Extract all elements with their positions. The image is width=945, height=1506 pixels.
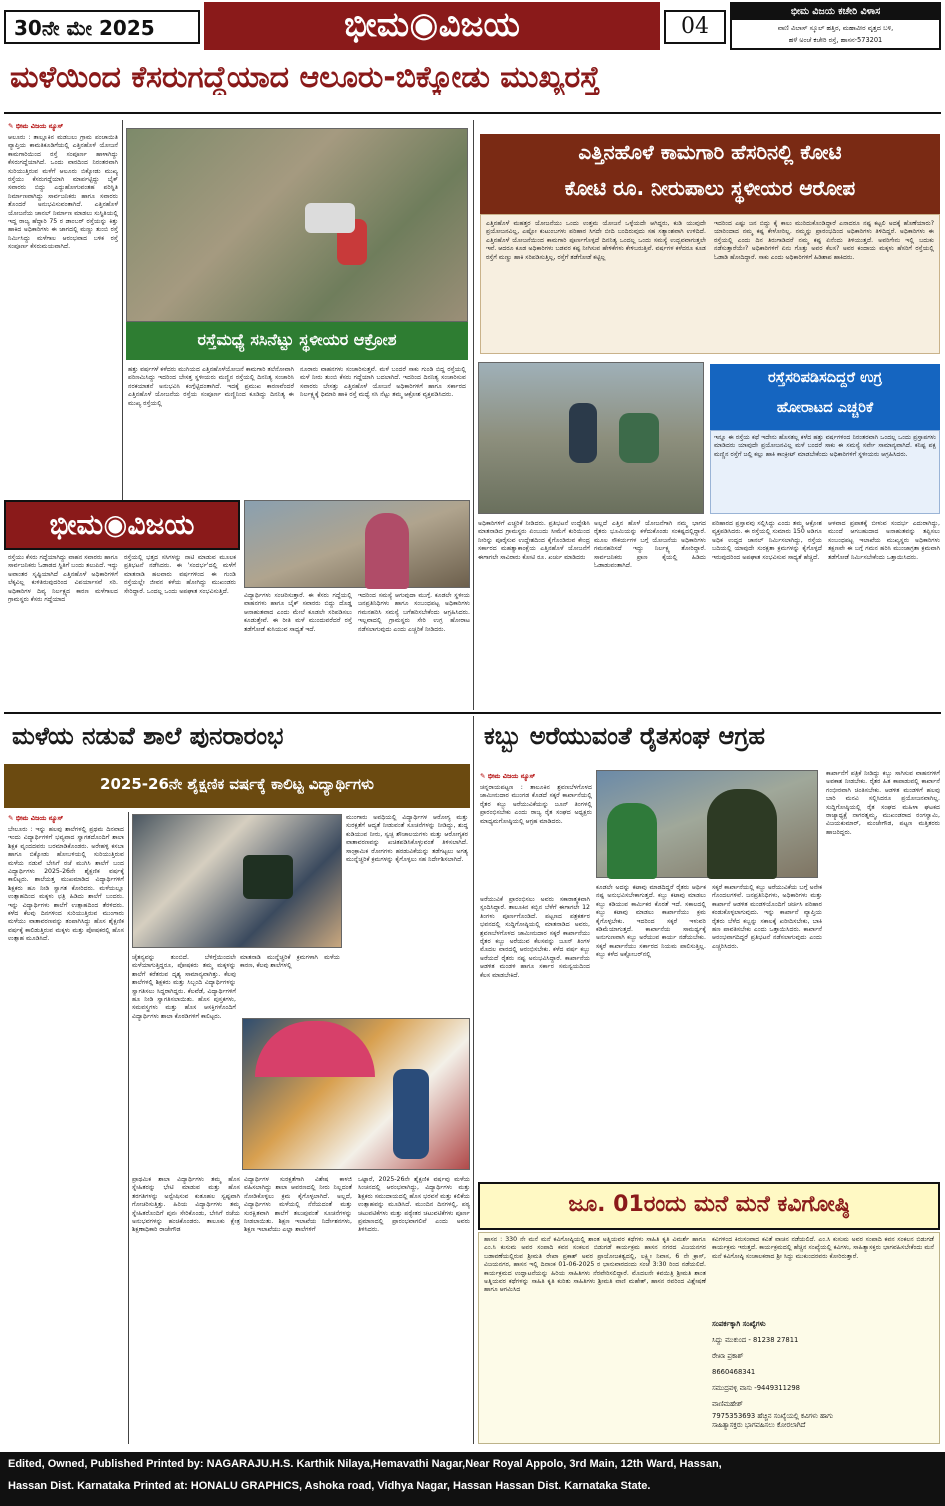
vrule-1 (122, 120, 123, 500)
story4-col2: ಮುಂಗಾರು ಅವಧಿಯಲ್ಲಿ ವಿದ್ಯಾರ್ಥಿಗಳ ಆರೋಗ್ಯ ಮತ್ತು ಸುರಕ್ಷತೆಗೆ ಆದ್ಯತೆ ನೀಡುವಂತೆ ಸೂಚನೆಗಳನ್ನು ನೀಡಿದ್ದು, ಶುದ್ಧ ಕುಡಿಯುವ ನೀರು, ಸ್ವಚ್ಛ ಶೌಚಾಲಯಗಳು ಮತ್ತು ಆರೋಗ್ಯಕರ ವಾತಾವರಣವನ್ನು ಖಚಿತಪಡಿಸಿಕೊಳ್ಳುವಂತೆ ತಿಳಿಸಲಾಗಿದೆ. ಸಾಂಕ್ರಾಮಿಕ ರೋಗಗಳು ಹರಡುವಿಕೆಯನ್ನು ತಡೆಗಟ್ಟಲು ಅಗತ್ಯ ಮುನ್ನೆಚ್ಚರಿಕೆ ಕ್ರಮಗಳನ್ನು ಕೈಗೊಳ್ಳಲು ಸಹ ನಿರ್ದೇಶಿಸಲಾಗಿದೆ. (346, 814, 468, 864)
umbrella-icon (255, 1021, 375, 1077)
main-headline: ಮಳೆಯಿಂದ ಕೆಸರುಗದ್ದೆಯಾದ ಆಲೂರು-ಬಿಕ್ಕೋಡು ಮುಖ್ಯರಸ್ತೆ (10, 60, 600, 95)
story5-col3: ಕೂಡಲೇ ಅದನ್ನು ಕಟಾವು ಮಾಡದಿದ್ದರೆ ರೈತರು ಆರ್ಥಿಕ ನಷ್ಟ ಅನುಭವಿಸಬೇಕಾಗುತ್ತದೆ. ಕಬ್ಬು ಕಟಾವು ಮಾಡಲು ಕಬ್ಬು ಕಡಿಯುವ ಕಾರ್ಮಿಕರ ಕೊರತೆ ಇದೆ. ಸಕಾಲದಲ್ಲಿ ಕಬ್ಬು ಕಟಾವು ಮಾಡಲು ಕಾರ್ಖಾನೆಯು ಕ್ರಮ ಕೈಗೊಳ್ಳಬೇಕು. ಇದರಿಂದ ಸಕ್ಕರೆ ಇಳುವರಿ ಕಡಿಮೆಯಾಗುತ್ತದೆ. ಕಾರ್ಖಾನೆಯ ಸಾಮರ್ಥ್ಯಕ್ಕೆ ಅನುಗುಣವಾಗಿ ಕಬ್ಬು ಅರೆಯುವ ಕಾರ್ಯ ನಡೆಯಬೇಕು. ಸಕ್ಕರೆ ಕಾರ್ಖಾನೆಯು ಸರ್ಕಾರದ ನಿಯಮ ಪಾಲಿಸುತ್ತಿಲ್ಲ. ಕಬ್ಬು ಕಳೆದ ಅಕ್ಟೋಬರ್‌ನಲ್ಲಿ (596, 884, 706, 959)
story1-cont-col2: ರಸ್ತೆಯಲ್ಲಿ ಭತ್ತದ ಸಸಿಗಳನ್ನು ನಾಟಿ ಮಾಡುವ ಮೂಲಕ ಪ್ರತಿಭಟನೆ ನಡೆಸಿದರು. ಈ 'ಸಂದರ್ಭ'ದಲ್ಲಿ ಮಳೆಗೆ ಮಾತನಾಡಿ ಹಲವಾರು ವರ್ಷಗಳಿಂದ ಈ ಗುಂಡಿ ರಸ್ತೆಯಲ್ಲೇ ಜೀವನ ಕಳೆಯ ಹೋಗಿದ್ದು ಮುಖಂಡರು ಸೇರಿದ್ದಾರೆ. ಒಂದಲ್ಲ ಒಂದು ಅಪಘಾತ ಸಂಭವಿಸುತ್ತಿದೆ. (124, 554, 236, 595)
muddy-road-photo (126, 128, 468, 322)
contact-line: ಸಿದ್ದು ಮುಕುಂದ - 81238 27811 (712, 1336, 799, 1344)
story1-col1: ಆಲೂರು : ತಾಲ್ಲೂಕಿನ ಮಡಬಲು ಗ್ರಾಮ ಪಂಚಾಯಿತಿ ವ್ಯಾಪ್ತಿಯ ಕಾಮತಿಕೂಡಿಗೆಯಲ್ಲಿ ಎತ್ತಿನಹೊಳೆ ಯೋಜನೆ ಕಾಮಗಾರಿಯಿಂದ ರಸ್ತೆ ಸಂಪೂರ್ಣ ಹಾಳಾಗಿದ್ದು ಕೆಸರುಗದ್ದೆಯಾಗಿದೆ. ಒಂದು ವಾರದಿಂದ ನಿರಂತರವಾಗಿ ಸುರಿಯುತ್ತಿರುವ ಮಳೆಗೆ ಆಲೂರು ಬಿಕ್ಕೋಡು ಮುಖ್ಯ ರಸ್ತೆಯು ಕೆಸರುಗದ್ದೆಯಾಗಿ ಮಾರ್ಪಟ್ಟಿದ್ದು ಬೈಕ್ ಸವಾರರು ಬಿದ್ದು ಎದ್ದುಹೋಗುವಂತಹ ಪರಿಸ್ಥಿತಿ ನಿರ್ಮಾಣವಾಗಿದ್ದು ಸಾರ್ವಜನಿಕರು ಹಾಗೂ ಸವಾರರು ತೊಂದರೆ ಅನುಭವಿಸುವಂತಾಗಿದೆ. ಎತ್ತಿನಹೊಳೆ ಯೋಜನೆಯ ಚಾನಲ್ ನಿರ್ಮಾಣ ಮಾಡಲು ಸುಸ್ಥಿತಿಯಲ್ಲಿ ಇದ್ದ ರಾಜ್ಯ ಹೆದ್ದಾರಿ 75 ರ ಡಾಂಬರ್ ರಸ್ತೆಯನ್ನು ಕಿತ್ತು ಹಾಕಿದ ಅಧಿಕಾರಿಗಳು ಈ ಜಾಗದಲ್ಲಿ ಮಣ್ಣು ತುಂಬಿ ರಸ್ತೆ ನಿರ್ಮಿಸಿದ್ದು ಮಳೆಗಾಲ ಆರಂಭವಾದ ಬಳಿಕ ರಸ್ತೆ ಸಂಪೂರ್ಣ ಕೆಸರುಮಯವಾಗಿದೆ. (8, 134, 118, 251)
header (0, 0, 945, 50)
story4-col3: ಚೈತನ್ಯವನ್ನು ತುಂಬಿದೆ. ಬೆಳಿಗ್ಗೆಯಿಂದಲೇ ಮಳೆಯಾಗುತ್ತಿದ್ದರೂ, ಪೋಷಕರು ತಮ್ಮ ಮಕ್ಕಳನ್ನು ಶಾಲೆಗೆ ಕರೆತರುವ ದೃಶ್ಯ ಸಾಮಾನ್ಯವಾಗಿತ್ತು. ಕೆಲವು ಶಾಲೆಗಳಲ್ಲಿ ಶಿಕ್ಷಕರು ಮತ್ತು ಸಿಬ್ಬಂದಿ ವಿದ್ಯಾರ್ಥಿಗಳನ್ನು ಸ್ವಾಗತಿಸಲು ಸಿದ್ಧರಾಗಿದ್ದರು. ಕೆಲವೆಡೆ, ವಿದ್ಯಾರ್ಥಿಗಳಿಗೆ ಹೂ ನೀಡಿ ಸ್ವಾಗತಿಸಲಾಯಿತು. ಹೊಸ ಪುಸ್ತಕಗಳು, ಸಮವಸ್ತ್ರಗಳು ಮತ್ತು ಹೊಸ ಆಸಕ್ತಿಗಳೊಂದಿಗೆ ವಿದ್ಯಾರ್ಥಿಗಳು ಶಾಲಾ ಕೊಠಡಿಗಳಿಗೆ ಕಾಲಿಟ್ಟರು. (132, 954, 236, 1020)
footer (0, 1452, 945, 1506)
masthead (204, 2, 660, 50)
woman-figure-icon (365, 513, 409, 589)
story4-headline: ಮಳೆಯ ನಡುವೆ ಶಾಲೆ ಪುನರಾರಂಭ (12, 722, 284, 750)
story6-headline-box (478, 1182, 940, 1230)
story5-col2: ಅರೆಯುವಿಕೆ ಪ್ರಾರಂಭಿಸಲು ಅವರು ಸಕಾರಾತ್ಮಕವಾಗಿ ಸ್ಪಂದಿಸಿದ್ದಾರೆ. ತಾಲೂಕಿನ ಕಬ್ಬಿನ ಬೆಳೆಗೆ ಈಗಾಗಲೇ 12 ತಿಂಗಳು ಪೂರ್ಣಗೊಂಡಿದೆ. ಪಟ್ಟಣದ ಪತ್ರಕರ್ತರ ಭವನದಲ್ಲಿ ಸುದ್ದಿಗೋಷ್ಠಿಯಲ್ಲಿ ಮಾತನಾಡಿದ ಅವರು, ಶ್ರವಣಬೆಳಗೊಳದ ಜಾಮೀನುದಾರ ಸಕ್ಕರೆ ಕಾರ್ಖಾನೆಯು ರೈತರ ಕಬ್ಬು ಅರೆಯುವ ಕೆಲಸವನ್ನು ಜೂನ್ ತಿಂಗಳ ಮೊದಲ ವಾರದಲ್ಲಿ ಆರಂಭಿಸಬೇಕು. ಕಳೆದ ವರ್ಷ ಕಬ್ಬು ಅರೆಯದೆ ರೈತರು ನಷ್ಟ ಅನುಭವಿಸಿದ್ದಾರೆ. ಕಾರ್ಖಾನೆಯ ಆಡಳಿತ ಮಂಡಳಿ ಹಾಗೂ ಸರ್ಕಾರ ಸಮನ್ವಯದಿಂದ ಕೆಲಸ ಮಾಡಬೇಕಿದೆ. (480, 896, 590, 979)
story3-headline-l1: ರಸ್ತೆಸರಿಪಡಿಸದಿದ್ದರೆ ಉಗ್ರ (768, 370, 882, 386)
footer-line-2: Hassan Dist. Karnataka Printed at: HONALU GRAPHICS, Ashoka road, Vidhya Nagar, Hassan Hassan Dist. Karnataka State. (8, 1480, 651, 1492)
vrule-2 (473, 120, 474, 710)
masthead2-box (4, 500, 240, 550)
main-headline-bar (4, 52, 941, 114)
story4-col5: ಪ್ರಾಥಮಿಕ ಶಾಲಾ ವಿದ್ಯಾರ್ಥಿಗಳು ತಮ್ಮ ಹೊಸ ಸ್ನೇಹಿತರನ್ನು ಭೇಟಿ ಮಾಡುವ ಮತ್ತು ಹೊಸ ತರಗತಿಗಳನ್ನು ಅನ್ವೇಷಿಸುವ ಕುತೂಹಲ ಸ್ವಷ್ಟವಾಗಿ ಗೋಚರಿಸುತ್ತಿತ್ತು. ಹಿರಿಯ ವಿದ್ಯಾರ್ಥಿಗಳು ತಮ್ಮ ಸ್ನೇಹಿತರೊಂದಿಗೆ ಪುನಃ ಸೇರಿಕೊಂಡು, ಬೇಸಿಗೆ ರಜೆಯ ಅನುಭವಗಳನ್ನು ಹಂಚಿಕೊಂಡರು. ತಾಲೂಕು ಕ್ಷೇತ್ರ ಶಿಕ್ಷಣಾಧಿಕಾರಿ ರಾಜೇಗೌಡ (132, 1176, 240, 1234)
auto-rickshaw-icon (243, 855, 293, 899)
story1-cont-col5: ಅಧಿಕಾರಿಗಳಿಗೆ ಎಚ್ಚರಿಕೆ ನೀಡಿದರು. ಪ್ರತಿಭಟನೆ ಉದ್ದೇಶಿಸಿ ಮಾತನಾಡಿದ ಗ್ರಾಮಸ್ಥರು ಏಂಬುದು ಸೀಮೆಗೆ ಕುರಿಯಿಂದ ನೀರಿನ್ನು ಪೂರೈಸುವ ಉದ್ದೇಶದಿಂದ ಕೈಗೊಂಡಿರುವ ಕೇಂದ್ರ ಸರ್ಕಾರದ ಮಹತ್ವಾಕಾಂಕ್ಷೆಯ ಎತ್ತಿನಹೊಳೆ ಯೋಜನೆಗೆ ಈಗಾಗಲೇ ಸಾವಿರಾರು ಕೋಟಿ ರೂ. ಖರ್ಚು ಮಾಡಿದರು (478, 520, 590, 561)
person-figure-icon-2 (619, 413, 659, 463)
section-divider (4, 712, 941, 714)
vrule-4 (473, 716, 474, 1444)
address-line-1: ವಾಣಿ ವಿಲಾಸ್ ಸ್ಕೂಲ್ ಹತ್ತಿರ, ಮಹಾವೀರ ವೃತ್ತದ ಬಳಿ, (777, 24, 894, 32)
story6-contacts (712, 1332, 934, 1430)
story1-photo-caption-band (126, 322, 468, 360)
story5-col5: ಕಾರ್ಖಾನೆಗೆ ಪತ್ರಿಕೆ ನೀಡಿದ್ದು ಕಬ್ಬು ಸಾಗಿಸುವ ವಾಹನಗಳಿಗೆ ಅವಕಾಶ ನೀಡಬೇಕು. ರೈತರ ಹಿತ ಕಾಪಾಡುವಲ್ಲಿ ಕಾರ್ಖಾನೆ ಗಂಭೀರವಾಗಿ ಚಿಂತಿಸಬೇಕು. ಆಡಳಿತ ಮಂಡಳಿಗೆ ಹಲವು ಬಾರಿ ಮನವಿ ಸಲ್ಲಿಸಿದರೂ ಪ್ರಯೋಜನವಾಗಿಲ್ಲ. ಸುದ್ದಿಗೋಷ್ಠಿಯಲ್ಲಿ ರೈತ ಸಂಘದ ಮಹಿಳಾ ಘಟಕದ ರಾಜ್ಯಾಧ್ಯಕ್ಷೆ ನಾಗರತ್ನಮ್ಮ, ಮುಖಂಡರಾದ ರಂಗಸ್ವಾಮಿ, ವಿಜಯಕುಮಾರ್, ಮಂಜೇಗೌಡ, ಪಟ್ಟಣ ಮತ್ತಿತರರು ಹಾಜರಿದ್ದರು. (826, 770, 940, 836)
story4-col6: ವಿದ್ಯಾರ್ಥಿಗಳ ಸುರಕ್ಷತೆಗಾಗಿ ವಿಶೇಷ ಕಾಳಜಿ ವಹಿಸಲಾಗಿದ್ದು ಶಾಲಾ ಆವರಣದಲ್ಲಿ ನೀರು ನಿಲ್ಲದಂತೆ ನೋಡಿಕೊಳ್ಳಲು ಕ್ರಮ ಕೈಗೊಳ್ಳಲಾಗಿದೆ. ಅಲ್ಲದೆ, ವಿದ್ಯಾರ್ಥಿಗಳು ಮಳೆಯಲ್ಲಿ ನೆನೆಯದಂತೆ ಮತ್ತು ಸುರಕ್ಷಿತವಾಗಿ ಶಾಲೆಗೆ ತಲುಪುವಂತೆ ಸೂಚನೆಗಳನ್ನು ನೀಡಲಾಯಿತು. ಶಿಕ್ಷಣ ಇಲಾಖೆಯ ನಿರ್ದೇಶನಗಳು, ಶಿಕ್ಷಣ ಇಲಾಖೆಯು ಎಲ್ಲಾ ಶಾಲೆಗಳಿಗೆ (244, 1176, 352, 1234)
child-figure-icon (393, 1069, 429, 1159)
masthead-title: ಭೀಮ◉ವಿಜಯ (344, 5, 520, 45)
story6-col2: ಕವಿಗಳಿಂದ ಕಿರುಸಂವಾದ ಕವಿತೆ ವಾಚನ ನಡೆಯಲಿದೆ. ಎಂ.ಸಿ ಕುಸುಮ ಅವರ ಸಂಪಾದಿ ಕವನ ಸಂಕಲನ ಬಿಡುಗಡೆ ಕಾರ್ಯಕ್ರಮ ಇರುತ್ತದೆ. ಕಾರ್ಯಕ್ರಮದಲ್ಲಿ ಹೆಚ್ಚಿನ ಸಂಖ್ಯೆಯಲ್ಲಿ ಕವಿಗಳು, ಸಾಹಿತ್ಯಾಸಕ್ತರು ಭಾಗವಹಿಸಬೇಕೆಂದು ಮನೆ ಮನೆ ಕವಿಗೋಷ್ಠಿ ಸಂಚಾಲಕರಾದ ಶ್ರೀ ಸಿದ್ದು ಮುಕುಂದರವರು ಕೋರಿರುತ್ತಾರೆ. (712, 1236, 934, 1260)
story2-col2: ಇದರಿಂದ ಎಷ್ಟು ಜನ ಬಿದ್ದು ಕೈ ಕಾಲು ಮುರಿದುಕೊಂಡಿದ್ದಾರೆ ಎನಾದರೂ ನಷ್ಟ ಕಟ್ಟಲಿ ಅದಕ್ಕೆ ಹೊಣೆಯಾರು? ಯಾರಿಂದಾದ ನಮ್ಮ ಕಷ್ಟ ಕೇಳೋರಿಲ್ಲ. ನಮ್ಮನ್ನು ಪ್ರಾರಂಭದಿಂದ ಅಧಿಕಾರಿಗಳು ತಿಳಿದಿದ್ದರೆ. ಅಧಿಕಾರಿಗಳು ಈ ರಸ್ತೆಯಲ್ಲಿ ಎಂದು ದಿನ ತಿರುಗಾಡಿದರೆ ನಮ್ಮ ಕಷ್ಟ ಏನೆಂದು ತಿಳಿಯುತ್ತದೆ. ಅವರಿಗೇನು ಇಲ್ಲಿ ಬದುಕು ನಡೆಸುತ್ತಾರೆಯೇ? ಅಧಿಕಾರಿಗಳಿಗೆ ಏನು ಗೊತ್ತು ಅವರ ಕೆಲಸ? ಅವರ ಕಂದಾಯ ಮಕ್ಕಳು ಹೆಸರಿಗೆ ರಸ್ತೆಯಲ್ಲಿ ಓಡಾಡಿ ಹೋದಿದ್ದಾರೆ. ಸಾಕು ಎಂದು ಅಧಿಕಾರಿಗಳಿಗೆ ಹಿಡಿಶಾಪ ಹಾಕಿದರು. (714, 220, 934, 261)
woman-speaking-photo (244, 500, 470, 588)
address-line-2: ಹಳೆ ಅಂಚೆ ಕಚೇರಿ ರಸ್ತೆ, ಹಾಸನ-573201 (788, 36, 883, 44)
story2-headline-box (480, 134, 940, 214)
story1-cont-col4: ಇದರಿಂದ ಸಮಸ್ಯೆ ಆಗುವುದಾ ಮುಗ್ಗೆ. ಕೂಡಲೇ ಸ್ಥಳೀಯ ಜನಪ್ರತಿನಿಧಿಗಳು ಹಾಗೂ ಸಂಬಂಧಪಟ್ಟ ಅಧಿಕಾರಿಗಳು ಗಮನಹರಿಸಿ ಸಮಸ್ಯೆ ಬಗೆಹರಿಸಬೇಕೆಂದು ಆಗ್ರಹಿಸಿದರು. ಇಲ್ಲವಾದಲ್ಲಿ ಗ್ರಾಮಸ್ಥರು ಸೇರಿ ಉಗ್ರ ಹೋರಾಟ ನಡೆಸಲಾಗುವುದು ಎಂದು ಎಚ್ಚರಿಕೆ ನೀಡಿದರು. (358, 592, 470, 633)
story2-headline-l1: ಎತ್ತಿನಹೊಳೆ ಕಾಮಗಾರಿ ಹೆಸರಿನಲ್ಲಿ ಕೋಟಿ (578, 140, 842, 164)
contact-line: ಸಮುದ್ರವಳ್ಳಿ ವಾಸು -9449311298 (712, 1384, 800, 1392)
contact-line: ವಾಣಿಮಹೇಶ್ (712, 1400, 743, 1408)
contact-line: 8660468341 (712, 1368, 756, 1376)
story5-byline: ✎ ಭೀಮ ವಿಜಯ ನ್ಯೂಸ್ (480, 772, 536, 780)
story4-headline-bar (4, 716, 470, 760)
story4-col4: ಮಾತನಾಡಿ ಮುನ್ನೆಚ್ಚರಿಕೆ ಕ್ರಮಗಳಾಗಿ ಮಳೆಯ ಕಾರಣ, ಕೆಲವು ಶಾಲೆಗಳಲ್ಲಿ (240, 954, 340, 970)
story1-cont-col7: ಪರಿಹಾರದ ಪ್ರಸ್ತಾವವು ಸಲ್ಲಿಸಿದ್ದು ಎಂದು ತಮ್ಮ ಆಕ್ರೋಶ ವ್ಯಕ್ತಪಡಿಸಿದರು. ಈ ರಸ್ತೆಯಲ್ಲಿ ಸುಮಾರು 150 ಅಡಿಗೂ ಅಧಿಕ ಉದ್ದದ ಚಾನಲ್ ನಿರ್ಮಿಸಲಾಗಿದ್ದು, ರಸ್ತೆಯ ಬದಿಯಲ್ಲಿ ಯಾವುದೇ ಸುರಕ್ಷತಾ ಕ್ರಮಗಳನ್ನು ಕೈಗೊಳ್ಳದೆ ಇರುವುದರಿಂದ ಅಪಘಾತ ಸಂಭವಿಸುವ ಸಾಧ್ಯತೆ ಹೆಚ್ಚಿದೆ. (712, 520, 822, 561)
story6-contact-title: ಸಂಪರ್ಕಕ್ಕಾಗಿ ಸಂಖ್ಯೆಗಳು (712, 1320, 766, 1328)
story1-byline: ✎ ಭೀಮ ವಿಜಯ ನ್ಯೂಸ್ (8, 122, 64, 130)
story3-headline-l2: ಹೋರಾಟದ ಎಚ್ಚರಿಕೆ (776, 400, 874, 416)
story5-col4: ಸಕ್ಕರೆ ಕಾರ್ಖಾನೆಯಲ್ಲಿ ಕಬ್ಬು ಅರೆಯುವಿಕೆಯ ಬಗ್ಗೆ ಅನೇಕ ಗೊಂದಲಗಳಿವೆ. ಜನಪ್ರತಿನಿಧಿಗಳು, ಅಧಿಕಾರಿಗಳು ಮತ್ತು ಕಾರ್ಖಾನೆ ಆಡಳಿತ ಮಂಡಳಿಯೊಂದಿಗೆ ಚರ್ಚಿಸಿ ಪರಿಹಾರ ಕಂಡುಕೊಳ್ಳಲಾಗುವುದು. ಇನ್ನು ಕಾರ್ಖಾನೆ ವ್ಯಾಪ್ತಿಯ ರೈತರು ಬೆಳೆದ ಕಬ್ಬನ್ನು ಸಕಾಲಕ್ಕೆ ಖರೀದಿಸಬೇಕು, ಬಾಕಿ ಹಣ ಪಾವತಿಸಬೇಕು ಎಂದು ಒತ್ತಾಯಿಸಿದರು. ಕಾರ್ಖಾನೆ ಆರಂಭವಾಗದಿದ್ದರೆ ಪ್ರತಿಭಟನೆ ನಡೆಸಲಾಗುವುದು ಎಂದು ಎಚ್ಚರಿಸಿದರು. (712, 884, 822, 950)
story1-col3: ನೂರಾರು ವಾಹನಗಳು ಸಂಚಾರಿಸುತ್ತವೆ. ಮಳೆ ಬಂದರೆ ಸಾಕು ಗುಂಡಿ ಬಿದ್ದ ರಸ್ತೆಯಲ್ಲಿ ಮಳೆ ನೀರು ತುಂಬಿ ಕೆಸರು ಗದ್ದೆಯಾಗಿ ಬದಲಾಗಿದೆ. ಇದರಿಂದ ದಿನನಿತ್ಯ ಸಂಚಾರಿಸುವ ಸವಾರರು ಬೇಸತ್ತು ಎತ್ತಿನಹೊಳೆ ಯೋಜನೆ ಅಧಿಕಾರಿಗಳಿಗೆ ಹಾಗೂ ಸರ್ಕಾರದ ನಿರ್ಲಕ್ಷ್ಯಕ್ಕೆ ಧಿಮಾರಿ ಹಾಕಿ ರಸ್ತೆ ಮಧ್ಯೆ ಸಸಿ ನೆಟ್ಟು ತಮ್ಮ ಆಕ್ರೋಶ ವ್ಯಕ್ತಪಡಿಸಿದರು. (300, 366, 466, 399)
car-icon (305, 203, 355, 233)
person-figure-icon (569, 403, 597, 463)
story1-cont-col8: ಆಳವಾದ ಪ್ರಪಾತಕ್ಕೆ ಬೀಳುವ ಸಂದರ್ಭ ಎದುರಾಗಿದ್ದು, ಮುಂದೆ ಆಗಬಹುದಾದ ಅನಾಹುತವನ್ನು ತಪ್ಪಿಸಲು ಸಂಬಂಧಪಟ್ಟ ಇಲಾಖೆಯ ಮುಖ್ಯಸ್ಥರು ಅಧಿಕಾರಿಗಳು ತಕ್ಷಣವೇ ಈ ಬಗ್ಗೆ ಗಮನ ಹರಿಸಿ ಮುಂಜಾಗ್ರತಾ ಕ್ರಮವಾಗಿ ತಡೆಗೋಡೆ ನಿರ್ಮಿಸಬೇಕೆಂದು ಒತ್ತಾಯಿಸಿದರು. (828, 520, 940, 561)
speaker-figure-icon (707, 789, 777, 879)
masthead2-title: ಭೀಮ◉ವಿಜಯ (49, 508, 195, 541)
contact-line: ಸಾಹಿತ್ಯಾಸಕ್ತರು ಭಾಗವಹಿಸಲು ಕೋರಲಾಗಿದೆ (712, 1421, 806, 1429)
story1-col2: ಹತ್ತು ವರ್ಷಗಳೆ ಕಳೆದರು ಮುಗಿಯದ ಎತ್ತಿನಹೊಳೆಯೋಜನೆ ಕಾಮಗಾರಿ ತಲೆನೋವಾಗಿ ಪರಿಣಮಿಸಿದ್ದು ಇದರಿಂದ ಬೇಸತ್ತ ಸ್ಥಳೀಯರು ಮಣ್ಣಿನ ರಸ್ತೆಯಲ್ಲಿ ದಿನನಿತ್ಯ ಸಂಚಾರಿಸಿ ನರಕಯಾತನೆ ಅನುಭವಿಸಿ ಕಂಗ್ಗೆಟ್ಟಿದಂತಾಗಿದೆ. ಇದಕ್ಕೆ ಪ್ರಮುಖ ಕಾರಣವೆಂದರೆ ಎತ್ತಿನಹೊಳೆ ಯೋಜನೆಯ ರಸ್ತೆಯ ಸಂಪೂರ್ಣ ಮಣ್ಣಿನಿಂದ ಕೂಡಿದ್ದು ದಿನನಿತ್ಯ ಈ ಮುಖ್ಯ ರಸ್ತೆಯಲ್ಲಿ (128, 366, 294, 407)
story1-photo-caption: ರಸ್ತೆಮಧ್ಯೆ ಸಸಿನೆಟ್ಟು ಸ್ಥಳೀಯರ ಆಕ್ರೋಶ (197, 330, 397, 349)
story1-cont-col3: ವಿದ್ಯಾರ್ಥಿಗಳು ಸಂಚರಿಸುತ್ತಾರೆ. ಈ ಕೆಸರು ಗದ್ದೆಯಲ್ಲಿ ವಾಹನಗಳು ಹಾಗೂ ಬೈಕ್ ಸವಾರರು ಬಿದ್ದು ದೊಡ್ಡ ಆನಾಹುತವಾದ ಎಂದು ಮೇಲೆ ಕೂಡಲೇ ಸರಿಪಡಿಸಲು ಕೂಡುತ್ತೇವೆ. ಈ ರೀತಿ ಮಳೆ ಮುಂದುವರೆದರೆ ರಸ್ತೆ ತಡೆಗೋಡೆ ಕುಸಿಯುವ ಸಾಧ್ಯತೆ ಇದೆ. (244, 592, 352, 633)
footer-line-1: Edited, Owned, Published Printed by: NAGARAJU.H.S. Karthik Nilaya,Hemavathi Nagar,Near Royal Appolo, 3rd Main, 12th Ward, Hassan, (8, 1458, 722, 1470)
story4-subhead: 2025-26ನೇ ಶೈಕ್ಷಣಿಕ ವರ್ಷಕ್ಕೆ ಕಾಲಿಟ್ಟ ವಿದ್ಯಾರ್ಥಿಗಳು (100, 775, 374, 793)
story6-headline: ಜೂ. 01ರಂದು ಮನೆ ಮನೆ ಕವಿಗೋಷ್ಠಿ (568, 1192, 850, 1217)
planting-protest-photo (478, 362, 704, 514)
story5-headline-bar (478, 716, 940, 764)
story3-body: ಇನ್ನೂ ಈ ರಸ್ತೆಯ ಕಥೆ ಇದೇನು ಹೊಸತಲ್ಲ ಕಳೆದ ಹತ್ತು ವರ್ಷಗಳಿಂದ ನಿರಂತರವಾಗಿ ಒಂದಲ್ಲ ಒಂದು ಪ್ರಸ್ತಾಪಗಳು ಮಾಡಿದರು ಯಾವುದೇ ಪ್ರಯೋಜನವಿಲ್ಲ ಮಳೆ ಬಂದರೆ ಸಾಕು ಈ ಸಮಸ್ಯೆ ಸರ್ವೇ ಸಾಮಾನ್ಯವಾಗಿದೆ. ಕನಿಷ್ಟ ಪಕ್ಷ ಮಣ್ಣಿನ ರಸ್ತೆಗೆ ಜಲ್ಲಿ ಕಲ್ಲು ಹಾಕಿ ಕಾಂಕ್ರೀಟ್ ಮಾಡಬೇಕೆಂದು ಅಧಿಕಾರಿಗಳಿಗೆ ಸ್ಥಳೀಯರು ಆಗ್ರಹಿಸಿದರು. (714, 434, 936, 458)
school-rain-photo (132, 814, 342, 948)
woman-figure-icon-2 (607, 803, 657, 879)
story5-headline: ಕಬ್ಬು ಅರೆಯುವಂತೆ ರೈತಸಂಘ ಆಗ್ರಹ (484, 722, 765, 750)
office-address (730, 2, 941, 50)
story4-col7: ಒಟ್ಟಾರೆ, 2025-26ನೇ ಶೈಕ್ಷಣಿಕ ವರ್ಷವು ಮಳೆಯ ಸಿಂಚನದಲ್ಲಿ ಆರಂಭವಾಗಿದ್ದು, ವಿದ್ಯಾರ್ಥಿಗಳು ಮತ್ತು ಶಿಕ್ಷಕರು ಸಮುದಾಯದಲ್ಲಿ ಹೊಸ ಭರವಸೆ ಮತ್ತು ಕಲಿಕೆಯ ಉತ್ಸಾಹವನ್ನು ಮೂಡಿಸಿದೆ. ಮುಂದಿನ ದಿನಗಳಲ್ಲಿ, ಪಠ್ಯ ಚಟುವಟಿಕೆಗಳು ಮತ್ತು ಪಠ್ಯೇತರ ಚಟುವಟಿಕೆಗಳು ಪೂರ್ಣ ಪ್ರಮಾಣದಲ್ಲಿ ಪ್ರಾರಂಭವಾಗಲಿವೆ ಎಂದು ಅವರು ತಿಳಿಸಿದರು. (358, 1176, 470, 1234)
story3-headline-box (710, 364, 940, 430)
story4-byline: ✎ ಭೀಮ ವಿಜಯ ನ್ಯೂಸ್ (8, 814, 64, 822)
story2-headline-l2: ಕೋಟಿ ರೂ. ನೀರುಪಾಲು ಸ್ಥಳೀಯರ ಆರೋಪ (564, 176, 856, 200)
story5-col1: ಚನ್ನರಾಯಪಟ್ಟಣ : ತಾಲೂಕಿನ ಶ್ರವಣಬೆಳಗೊಳದ ಜಾಮೀನುದಾರ ಮುಂಗಡ ಕೊಡದೆ ಸಕ್ಕರೆ ಕಾರ್ಖಾನೆಯಲ್ಲಿ ರೈತರ ಕಬ್ಬು ಅರೆಯುವಿಕೆಯನ್ನು ಜೂನ್ ತಿಂಗಳಲ್ಲಿ ಪ್ರಾರಂಭಿಸಬೇಕು ಎಂದು ರಾಜ್ಯ ರೈತ ಸಂಘದ ಅಧ್ಯಕ್ಷರು ಮಾಧ್ಯಮಗೋಷ್ಠಿಯಲ್ಲಿ ಆಗ್ರಹ ಮಾಡಿದರು. (480, 784, 592, 825)
contact-line: ರೇಖಾ ಪ್ರಕಾಶ್ (712, 1352, 744, 1360)
issue-date: 30ನೇ ಮೇ 2025 (14, 16, 155, 40)
story2-col1: ಎತ್ತಿನಹೊಳೆ ಮಹತ್ತರ ಯೋಜನೆಯು ಒಂದು ಉತ್ತಮ ಯೋಜನೆ ಒಳ್ಳೆಯದೇ ಆಗಿದ್ದರು, ಕುಡಿ ಯುವುದೇ ಪ್ರಯೋಜನವಿಲ್ಲ, ಎಷ್ಟೋ ಕುಟುಂಬಗಳು ಪರಿಹಾರ ಸಿಗದೇ ಬೀದಿ ಬಂದಿರುವುದು ಸಹ ಸತ್ಯಾಂಶವಾಗಿ ಉಳಿದಿದೆ. ಎತ್ತಿನಹೊಳೆ ಯೋಜನೆಯಿಂದ ಕಾಮಗಾರಿ ಪೂರ್ಣಗೊಳ್ಳದೆ ದಿನನಿತ್ಯ ಒಂದಲ್ಲ ಒಂದು ಸಮಸ್ಯೆ ಉದ್ಭವವಾಗುತ್ತಲೇ ಇವೆ. ಆದರೂ ಕೂಡ ಅಧಿಕಾರಿಗಳು ಬಡವರ ಕಷ್ಟ ನೀಗಿಸುವ ಹೇಳಿಕೆಗಳು ಕೇಳಿಬರುತ್ತಿವೆ. ವರ್ಷಗಳ ಕಳೆದರೂ ಕೂಡ ರಸ್ತೆಗೆ ಮಣ್ಣು ಹಾಕಿ ಸರಿಪಡಿಸುತ್ತಿಲ್ಲ, ರಸ್ತೆಗೆ ತಡೆಗೋಡೆ ಕಟ್ಟಿಲ್ಲ (486, 220, 706, 261)
story6-col1: ಹಾಸನ : 330 ನೇ ಮನೆ ಮನೆ ಕವಿಗೋಷ್ಠಿಯಲ್ಲಿ ಶಾಂತ ಅತ್ನಿಯವರ ಕಥೆಗಳು ಸಾಹಿತಿ ಕೃತಿ ವಿಮರ್ಶೆ ಹಾಗೂ ಎಂ.ಸಿ ಕುಸುಮ ಅವರ ಸಂಪಾದಿ ಕವನ ಸಂಕಲನ ಬಿಡುಗಡೆ ಕಾರ್ಯಕ್ರಮ ಹಾಸನ ನಗರದ ವಿಜಯನಗರ ಬಡಾವಣೆಯಲ್ಲಿರುವ ಶ್ರೀಮತಿ ರೇಖಾ ಪ್ರಕಾಶ್ ಅವರ ಪ್ರಾಯೋಜಕತ್ವದಲ್ಲಿ, ಲಕ್ಷ್ಮೀ ನಿವಾಸ, 6 ನೇ ಕ್ರಾಸ್, ವಿಜಯನಗರ, ಹಾಸನ ಇಲ್ಲಿ ದಿನಾಂಕ 01-06-2025 ರ ಭಾನುವಾರದಂದು ಸಂಜೆ 3:30 ರಿಂದ ನಡೆಯಲಿದೆ. ಕಾರ್ಯಕ್ರಮದ ಉದ್ಘಾಟನೆಯನ್ನು ಹಿರಿಯ ಸಾಹಿತಿಗಳು ನೆರವೇರಿಸಲಿದ್ದಾರೆ. ಮೊದಲನೇ ಕವಯಿತ್ರಿ ಶ್ರೀಮತಿ ಶಾಂತ ಅತ್ನಿಯವರ ಕಥೆಗಳನ್ನು ಸಾಹಿತಿ ಕೃತಿ ಕುರಿತು ಸಾಹಿತಿಗಳು ಶ್ರೀಮತಿ ವಾಣಿ ಮಹೇಶ್, ಹಾಸನ ರವರಿಂದ ವಿಶ್ಲೇಷಣೆ ಹಾಗೂ ಆಗಮಿಸಿದ (484, 1236, 706, 1294)
press-meet-photo (596, 770, 818, 878)
story1-cont-col6: ಅಲ್ಲದೆ ಎತ್ತಿನ ಹೊಳೆ ಯೋಜನೆಗಾಗಿ ನಮ್ಮ ಭಾಗದ ರೈತರು ಭೂಮಿಯನ್ನು ಕಳೆದುಕೊಂಡು ಸಂಕಷ್ಟದಲ್ಲಿದ್ದಾರೆ. ಮೂಲ ಸೌಕರ್ಯಗಳ ಬಗ್ಗೆ ಯೋಜನೆಯ ಅಧಿಕಾರಿಗಳು ಗಮನಹರಿಸದೆ ಇದ್ದು ನಿರ್ಲಕ್ಷ್ಯ ತೋರಿದ್ದಾರೆ. ಸಾರ್ವಜನಿಕರು ಪ್ರಾಣ ಕೈಯಲ್ಲಿ ಹಿಡಿದು ಓಡಾಡುವಂತಾಗಿದೆ. (594, 520, 706, 570)
children-umbrella-photo (242, 1018, 470, 1170)
page-number: 04 (681, 14, 709, 39)
vrule-3 (128, 812, 129, 1444)
story4-subhead-band (4, 764, 470, 808)
contact-line: 7975353693 ಹೆಚ್ಚಿನ ಸಂಖ್ಯೆಯಲ್ಲಿ ಕವಿಗಳು ಹಾಗು (712, 1412, 834, 1420)
story4-col1: ಬೇಲೂರು : ಇನ್ನು ಹಲವು ಶಾಲೆಗಳಲ್ಲಿ ಪ್ರಥಮ ದಿನವಾದ ಇಂದು ವಿದ್ಯಾರ್ಥಿಗಳಿಗೆ ಭವ್ಯವಾದ ಸ್ವಾಗತದೊಂದಿಗೆ ಶಾಲಾ ಶಿಕ್ಷಕ ವೃಂದದವರು ಬರಮಾಡಿಕೊಂಡರು. ಅರೇಹಳ್ಳಿ ಕಸಬಾ ಹಾಗೂ ಬಿಕ್ಕೋಡು ಹೋಬಳಿಯಲ್ಲಿ ಸುರಿಯುತ್ತಿರುವ ಮಳೆಯ ನಡುವೆ ಬೇಸಿಗೆ ರಜೆ ಮುಗಿಸಿ ಶಾಲೆಗೆ ಬಂದ ವಿದ್ಯಾರ್ಥಿಗಳು 2025-26ನೇ ಶೈಕ್ಷಣಿಕ ವರ್ಷಕ್ಕೆ ಕಾಲಿಟ್ಟರು. ಶಾಲೆಯತ್ತ ಮುಖಮಾಡಿದ ವಿದ್ಯಾರ್ಥಿಗಳಿಗೆ ಶಿಕ್ಷಕರು ಹೂ ನೀಡಿ ಸ್ವಾಗತ ಕೋರಿದರು. ಮಳೆಯಲ್ಲೂ ಉತ್ಸಾಹದಿಂದ ಮಕ್ಕಳು ಛತ್ರಿ ಹಿಡಿದು ಶಾಲೆಗೆ ಬಂದರು. ಇನ್ನು ವಿದ್ಯಾರ್ಥಿಗಳು ಶಾಲೆಗೆ ಉತ್ಸಾಹದಿಂದ ತೆರಳಿದರು. ಕಳೆದ ಕೆಲವು ದಿನಗಳಿಂದ ಸುರಿಯುತ್ತಿರುವ ಮುಂಗಾರು ಮಳೆಯು ವಾತಾವರಣವನ್ನು ತಂಪಾಗಿಸಿದ್ದು ಹೊಸ ಶೈಕ್ಷಣಿಕ ವರ್ಷಕ್ಕೆ ಕಾಲಿಡುತ್ತಿರುವ ಮಕ್ಕಳು ಮತ್ತು ಪೋಷಕರಲ್ಲಿ ಹೊಸ ಉತ್ಸಾಹ ಮೂಡಿಸಿದೆ. (8, 826, 124, 943)
story1-cont-col1: ರಸ್ತೆಯು ಕೆಸರು ಗದ್ದೆಯಾಗಿದ್ದು ವಾಹನ ಸವಾರರು ಹಾಗೂ ಸಾರ್ವಜನಿಕರು ಓಡಾಡದ ಸ್ಥಿತಿಗೆ ಬಂದು ತಲುಪಿದೆ. ಇದ್ದು ಅವಾಂತರ ಸೃಷ್ಟಿಯಾಗಿದೆ ಎತ್ತಿನಹೊಳೆ ಅಧಿಕಾರಿಗಳಿಗೆ ಲೆಕ್ಕವಿಲ್ಲ ಕುಳಿತಿರುವುದರಿಂದ ವಿಪರ್ಯಾಸವೆ ಸರಿ. ಅಧಿಕಾರಿಗಳ ದಿವ್ಯ ನಿರ್ಲಕ್ಷ್ಯದ ಕಾರಣ ಮಳೆಗಾಲದ ಗ್ರಾಮಸ್ಥರು ಕೆಸರು ಗದ್ದೆಯಾದ (8, 554, 118, 604)
date-box (4, 10, 200, 44)
page-number-box (664, 10, 726, 44)
address-title: ಭೀಮ ವಿಜಯ ಕಚೇರಿ ವಿಳಾಸ (732, 4, 939, 20)
